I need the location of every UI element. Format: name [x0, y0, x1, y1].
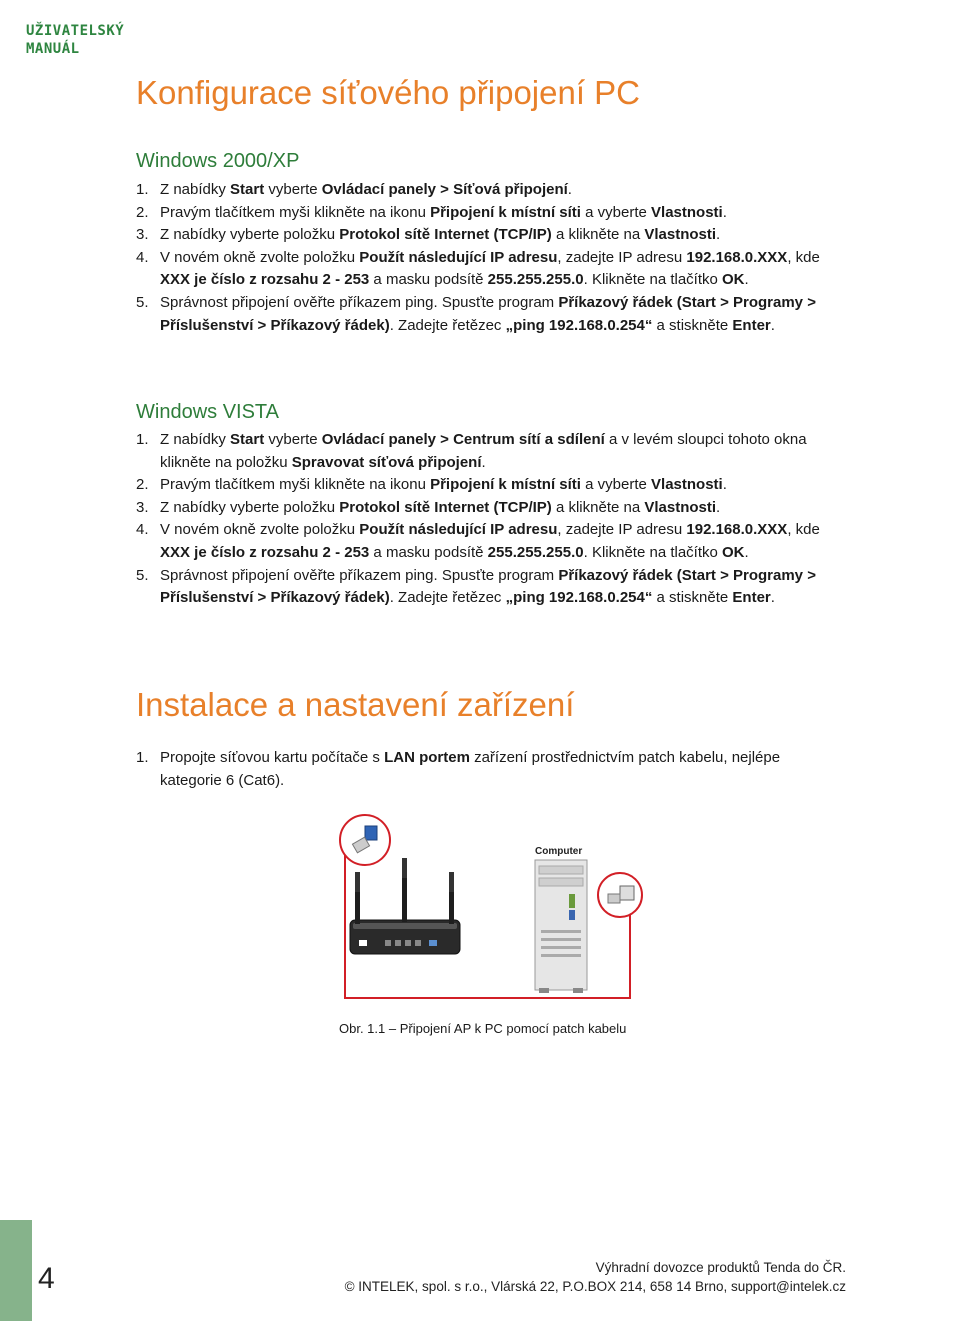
footer-line-1: Výhradní dovozce produktů Tenda do ČR.: [595, 1260, 846, 1275]
subheading-windows-vista: Windows VISTA: [136, 401, 279, 423]
vista-step-5: 5. Správnost připojení ověřte příkazem ping. Spusťte program Příkazový řádek (Start > Programy > Příslušenství > Příkazový řádek). Zadejte řetězec „ping 192.168.0.254“ a stiskněte Enter.: [136, 566, 816, 607]
xp-step-1: 1. Z nabídky Start vyberte Ovládací panely > Síťová připojení.: [136, 181, 572, 198]
vista-step-3: 3. Z nabídky vyberte položku Protokol sítě Internet (TCP/IP) a klikněte na Vlastnosti.: [136, 498, 721, 516]
xp-step-5: 5. Správnost připojení ověřte příkazem ping. Spusťte program Příkazový řádek (Start > Programy > Příslušenství > Příkazový řádek). Zadejte řetězec „ping 192.168.0.254“ a stiskněte Enter.: [136, 293, 816, 334]
router-icon: [350, 858, 460, 954]
footer: [345, 1258, 846, 1296]
section-title-network-config: Konfigurace síťového připojení PC: [136, 74, 641, 111]
vista-step-1: 1. Z nabídky Start vyberte Ovládací panely > Centrum sítí a sdílení a v levém sloupci tohoto okna klikněte na položku Spravovat síťová připojení.: [136, 431, 807, 471]
header-line-2: MANUÁL: [26, 41, 80, 57]
computer-icon: [535, 846, 587, 993]
section-title-installation: Instalace a nastavení zařízení: [136, 686, 575, 723]
figure-caption: Obr. 1.1 – Připojení AP k PC pomocí patch kabelu: [339, 1021, 627, 1036]
router-port-callout: [340, 815, 390, 865]
vista-steps-list: [136, 429, 836, 610]
vista-step-4: 4. V novém okně zvolte položku Použít následující IP adresu, zadejte IP adresu 192.168.0.XXX, kde XXX je číslo z rozsahu 2 - 253 a masku podsítě 255.255.255.0. Klikněte na tlačítko OK.: [136, 521, 820, 561]
page-number-bar: [0, 1220, 32, 1321]
xp-step-4: 4. V novém okně zvolte položku Použít následující IP adresu, zadejte IP adresu 192.168.0.XXX, kde XXX je číslo z rozsahu 2 - 253 a masku podsítě 255.255.255.0. Klikněte na tlačítko OK.: [136, 248, 820, 289]
install-steps-list: [136, 747, 836, 792]
install-step-1: 1. Propojte síťovou kartu počítače s LAN portem zařízení prostřednictvím patch kabelu, nejlépe kategorie 6 (Cat6).: [136, 749, 781, 789]
manual-header: [26, 22, 124, 58]
computer-port-callout: [598, 873, 642, 917]
page-number: 4: [38, 1262, 55, 1295]
vista-step-2: 2. Pravým tlačítkem myši klikněte na ikonu Připojení k místní síti a vyberte Vlastnosti.: [136, 476, 727, 494]
xp-steps-list: [136, 179, 836, 337]
subheading-windows-xp: Windows 2000/XP: [136, 150, 300, 172]
xp-step-2: 2. Pravým tlačítkem myši klikněte na ikonu Připojení k místní síti a vyberte Vlastnosti.: [136, 203, 727, 221]
header-line-1: UŽIVATELSKÝ: [26, 23, 125, 39]
xp-step-3: 3. Z nabídky vyberte položku Protokol sítě Internet (TCP/IP) a klikněte na Vlastnosti.: [136, 226, 721, 244]
connection-figure: [325, 810, 655, 1010]
footer-line-2: © INTELEK, spol. s r.o., Vlárská 22, P.O.BOX 214, 658 14 Brno, support@intelek.cz: [344, 1279, 846, 1294]
computer-label: Computer: [535, 846, 583, 857]
